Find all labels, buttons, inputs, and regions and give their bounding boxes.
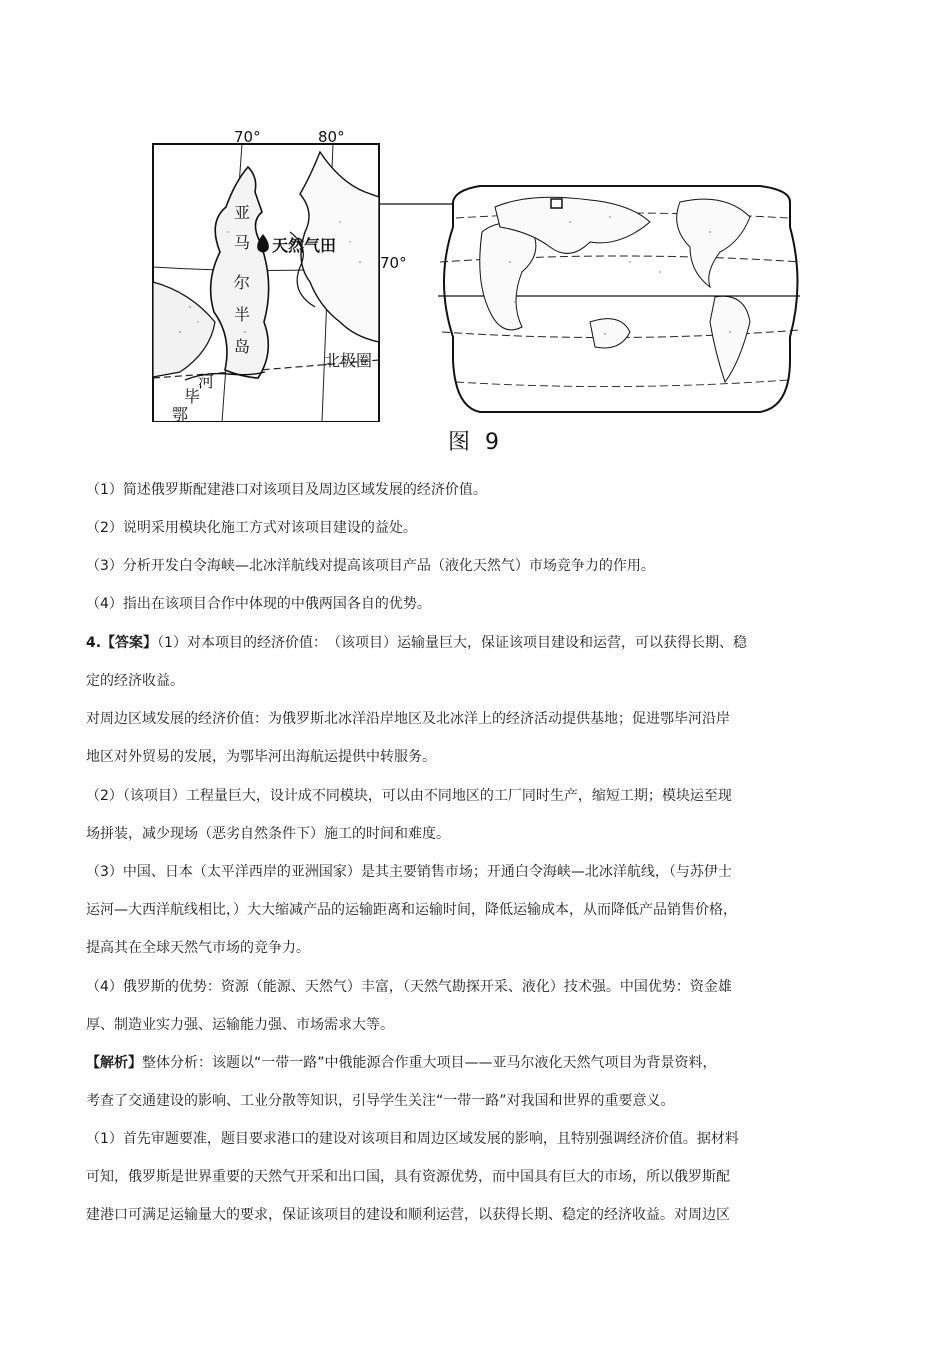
peninsula-char-5: 岛 xyxy=(234,337,251,356)
question-4: （4）指出在该项目合作中体现的中俄两国各自的优势。 xyxy=(86,596,431,612)
label-lon-80: 80° xyxy=(318,128,345,146)
label-lat-70: 70° xyxy=(380,254,407,272)
label-lon-70: 70° xyxy=(234,128,261,146)
question-2: （2）说明采用模块化施工方式对该项目建设的益处。 xyxy=(86,520,417,536)
answer-line: 对周边区域发展的经济价值：为俄罗斯北冰洋沿岸地区及北冰洋上的经济活动提供基地；促进鄂毕河沿岸 xyxy=(86,711,730,727)
analysis-line: （1）首先审题要准，题目要求港口的建设对该项目和周边区域发展的影响，且特别强调经济价值。据材料 xyxy=(86,1131,739,1147)
answer-line: 定的经济收益。 xyxy=(86,673,184,689)
analysis-label: 【解析】 xyxy=(86,1055,142,1071)
analysis-line: 建港口可满足运输量大的要求，保证该项目的建设和顺利运营，以获得长期、稳定的经济收益。对周边区 xyxy=(86,1207,730,1223)
river-char-2: 毕 xyxy=(184,387,201,406)
analysis-line: 考查了交通建设的影响、工业分散等知识，引导学生关注“一带一路”对我国和世界的重要意义。 xyxy=(86,1093,675,1109)
answer-line: 厚、制造业实力强、运输能力强、市场需求大等。 xyxy=(86,1017,394,1033)
peninsula-char-2: 马 xyxy=(234,233,251,252)
figure-caption: 图 9 xyxy=(448,430,503,455)
answer-line: 地区对外贸易的发展，为鄂毕河出海航运提供中转服务。 xyxy=(86,749,436,765)
peninsula-char-3: 尔 xyxy=(234,273,251,292)
river-char-3: 鄂 xyxy=(172,405,189,424)
arctic-circle-label: 北极圈 xyxy=(324,351,373,370)
analysis-line: 可知，俄罗斯是世界重要的天然气开采和出口国，具有资源优势，而中国具有巨大的市场，所以俄罗斯配 xyxy=(86,1169,730,1185)
answer-label: 4.【答案】 xyxy=(86,635,158,651)
answer-line: （3）中国、日本（太平洋西岸的亚洲国家）是其主要销售市场；开通白令海峡—北冰洋航线，（与苏伊士 xyxy=(86,864,732,880)
analysis-line-1 xyxy=(86,1054,717,1072)
answer-line: （4）俄罗斯的优势：资源（能源、天然气）丰富，（天然气勘探开采、液化）技术强。中国优势：资金雄 xyxy=(86,979,732,995)
answer-first-text: （1）对本项目的经济价值： （该项目）运输量巨大，保证该项目建设和运营，可以获得长期、稳 xyxy=(157,635,747,651)
analysis-first-text: 整体分析：该题以“一带一路”中俄能源合作重大项目——亚马尔液化天然气项目为背景资料， xyxy=(142,1055,717,1071)
answer-line: 提高其在全球天然气市场的竞争力。 xyxy=(86,940,310,956)
river-char-1: 河 xyxy=(198,372,215,391)
figure-9 xyxy=(150,122,800,462)
gas-field-label: 天然气田 xyxy=(272,236,337,255)
answer-line: 场拼装，减少现场（恶劣自然条件下）施工的时间和难度。 xyxy=(86,826,450,842)
answer-line-1 xyxy=(86,634,747,652)
question-3: （3）分析开发白令海峡—北冰洋航线对提高该项目产品（液化天然气）市场竞争力的作用。 xyxy=(86,558,655,574)
answer-line: （2）（该项目）工程量巨大，设计成不同模块，可以由不同地区的工厂同时生产，缩短工期；模块运至现 xyxy=(86,788,732,804)
question-1: （1）简述俄罗斯配建港口对该项目及周边区域发展的经济价值。 xyxy=(86,482,487,498)
peninsula-char-4: 半 xyxy=(234,305,251,324)
peninsula-char-1: 亚 xyxy=(234,203,251,222)
answer-line: 运河—大西洋航线相比，）大大缩减产品的运输距离和运输时间，降低运输成本，从而降低产品销售价格， xyxy=(86,902,737,918)
